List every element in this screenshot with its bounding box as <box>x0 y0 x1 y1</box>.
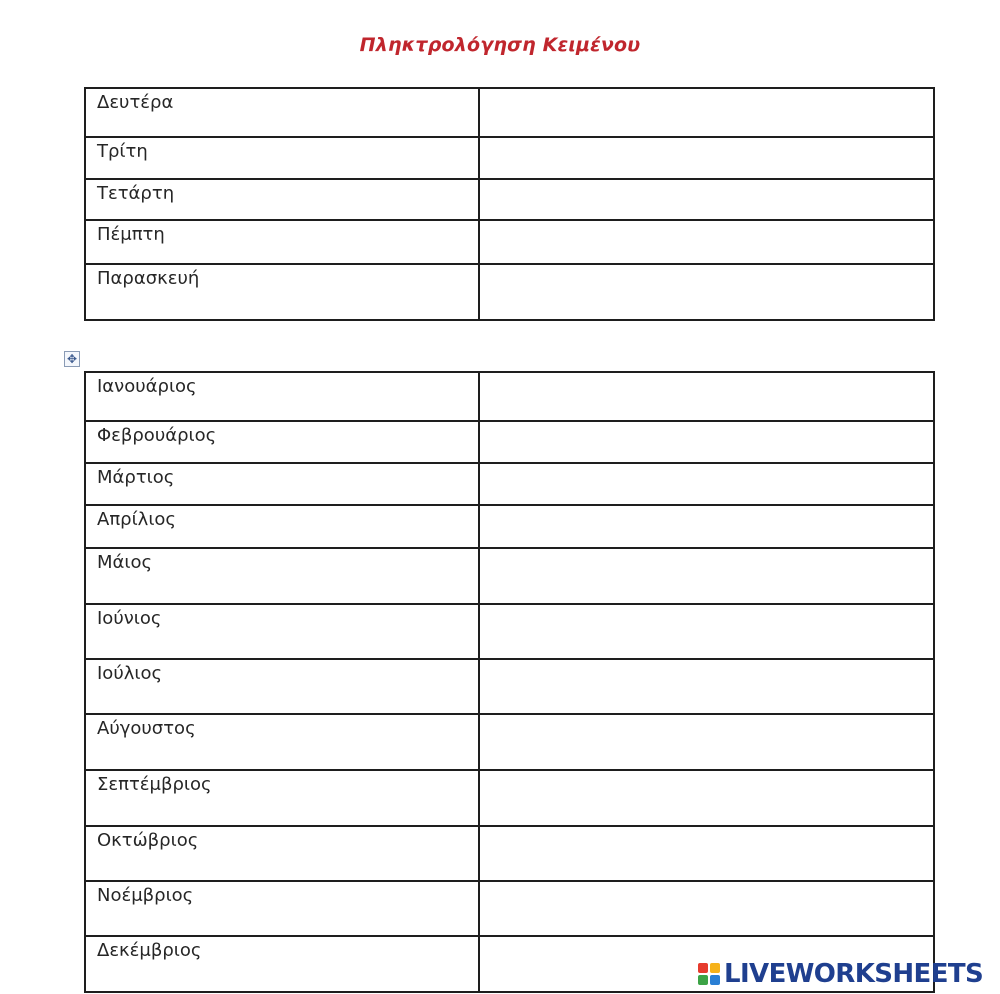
month-label: Μάρτιος <box>97 467 175 488</box>
table-row <box>85 826 934 881</box>
logo-square <box>698 975 708 985</box>
table-row <box>85 421 934 463</box>
day-answer-input[interactable] <box>480 139 933 158</box>
day-answer-input[interactable] <box>480 266 933 285</box>
liveworksheets-logo <box>698 960 983 988</box>
months-table <box>84 371 935 993</box>
month-answer-input[interactable] <box>480 606 933 625</box>
month-label: Οκτώβριος <box>97 830 199 851</box>
month-answer-input[interactable] <box>480 465 933 484</box>
table-row <box>85 463 934 505</box>
table-row <box>85 714 934 770</box>
month-label: Νοέμβριος <box>97 885 194 906</box>
logo-square <box>710 963 720 973</box>
table-row <box>85 659 934 714</box>
page-title: Πληκτρολόγηση Κειμένου <box>359 34 641 56</box>
month-answer-input[interactable] <box>480 828 933 847</box>
table-row <box>85 604 934 659</box>
table-row <box>85 220 934 264</box>
day-answer-input[interactable] <box>480 181 933 200</box>
liveworksheets-logo-icon <box>698 963 720 985</box>
month-answer-input[interactable] <box>480 661 933 680</box>
month-label: Ιούνιος <box>97 608 162 629</box>
days-table <box>84 87 935 321</box>
month-answer-input[interactable] <box>480 423 933 442</box>
month-label: Ιανουάριος <box>97 376 197 397</box>
month-answer-input[interactable] <box>480 716 933 735</box>
month-answer-input[interactable] <box>480 374 933 393</box>
month-label: Σεπτέμβριος <box>97 774 212 795</box>
day-label: Τρίτη <box>97 141 148 162</box>
table-row <box>85 372 934 421</box>
table-row <box>85 548 934 604</box>
table-row <box>85 88 934 137</box>
day-label: Παρασκευή <box>97 268 200 289</box>
day-answer-input[interactable] <box>480 90 933 109</box>
table-row <box>85 264 934 320</box>
month-answer-input[interactable] <box>480 550 933 569</box>
month-label: Φεβρουάριος <box>97 425 217 446</box>
month-label: Δεκέμβριος <box>97 940 202 961</box>
day-label: Τετάρτη <box>97 183 175 204</box>
month-label: Αύγουστος <box>97 718 196 739</box>
logo-text: LIVEWORKSHEETS <box>724 959 984 989</box>
table-row <box>85 770 934 826</box>
day-label: Δευτέρα <box>97 92 174 113</box>
table-row <box>85 137 934 179</box>
move-arrows-icon[interactable]: ✥ <box>64 351 80 367</box>
month-answer-input[interactable] <box>480 507 933 526</box>
table-row <box>85 881 934 936</box>
month-label: Απρίλιος <box>97 509 176 530</box>
month-label: Ιούλιος <box>97 663 163 684</box>
logo-square <box>698 963 708 973</box>
month-label: Μάιος <box>97 552 153 573</box>
logo-square <box>710 975 720 985</box>
month-answer-input[interactable] <box>480 772 933 791</box>
month-answer-input[interactable] <box>480 938 933 957</box>
table-row <box>85 505 934 548</box>
table-row <box>85 179 934 220</box>
month-answer-input[interactable] <box>480 883 933 902</box>
day-label: Πέμπτη <box>97 224 165 245</box>
day-answer-input[interactable] <box>480 222 933 241</box>
